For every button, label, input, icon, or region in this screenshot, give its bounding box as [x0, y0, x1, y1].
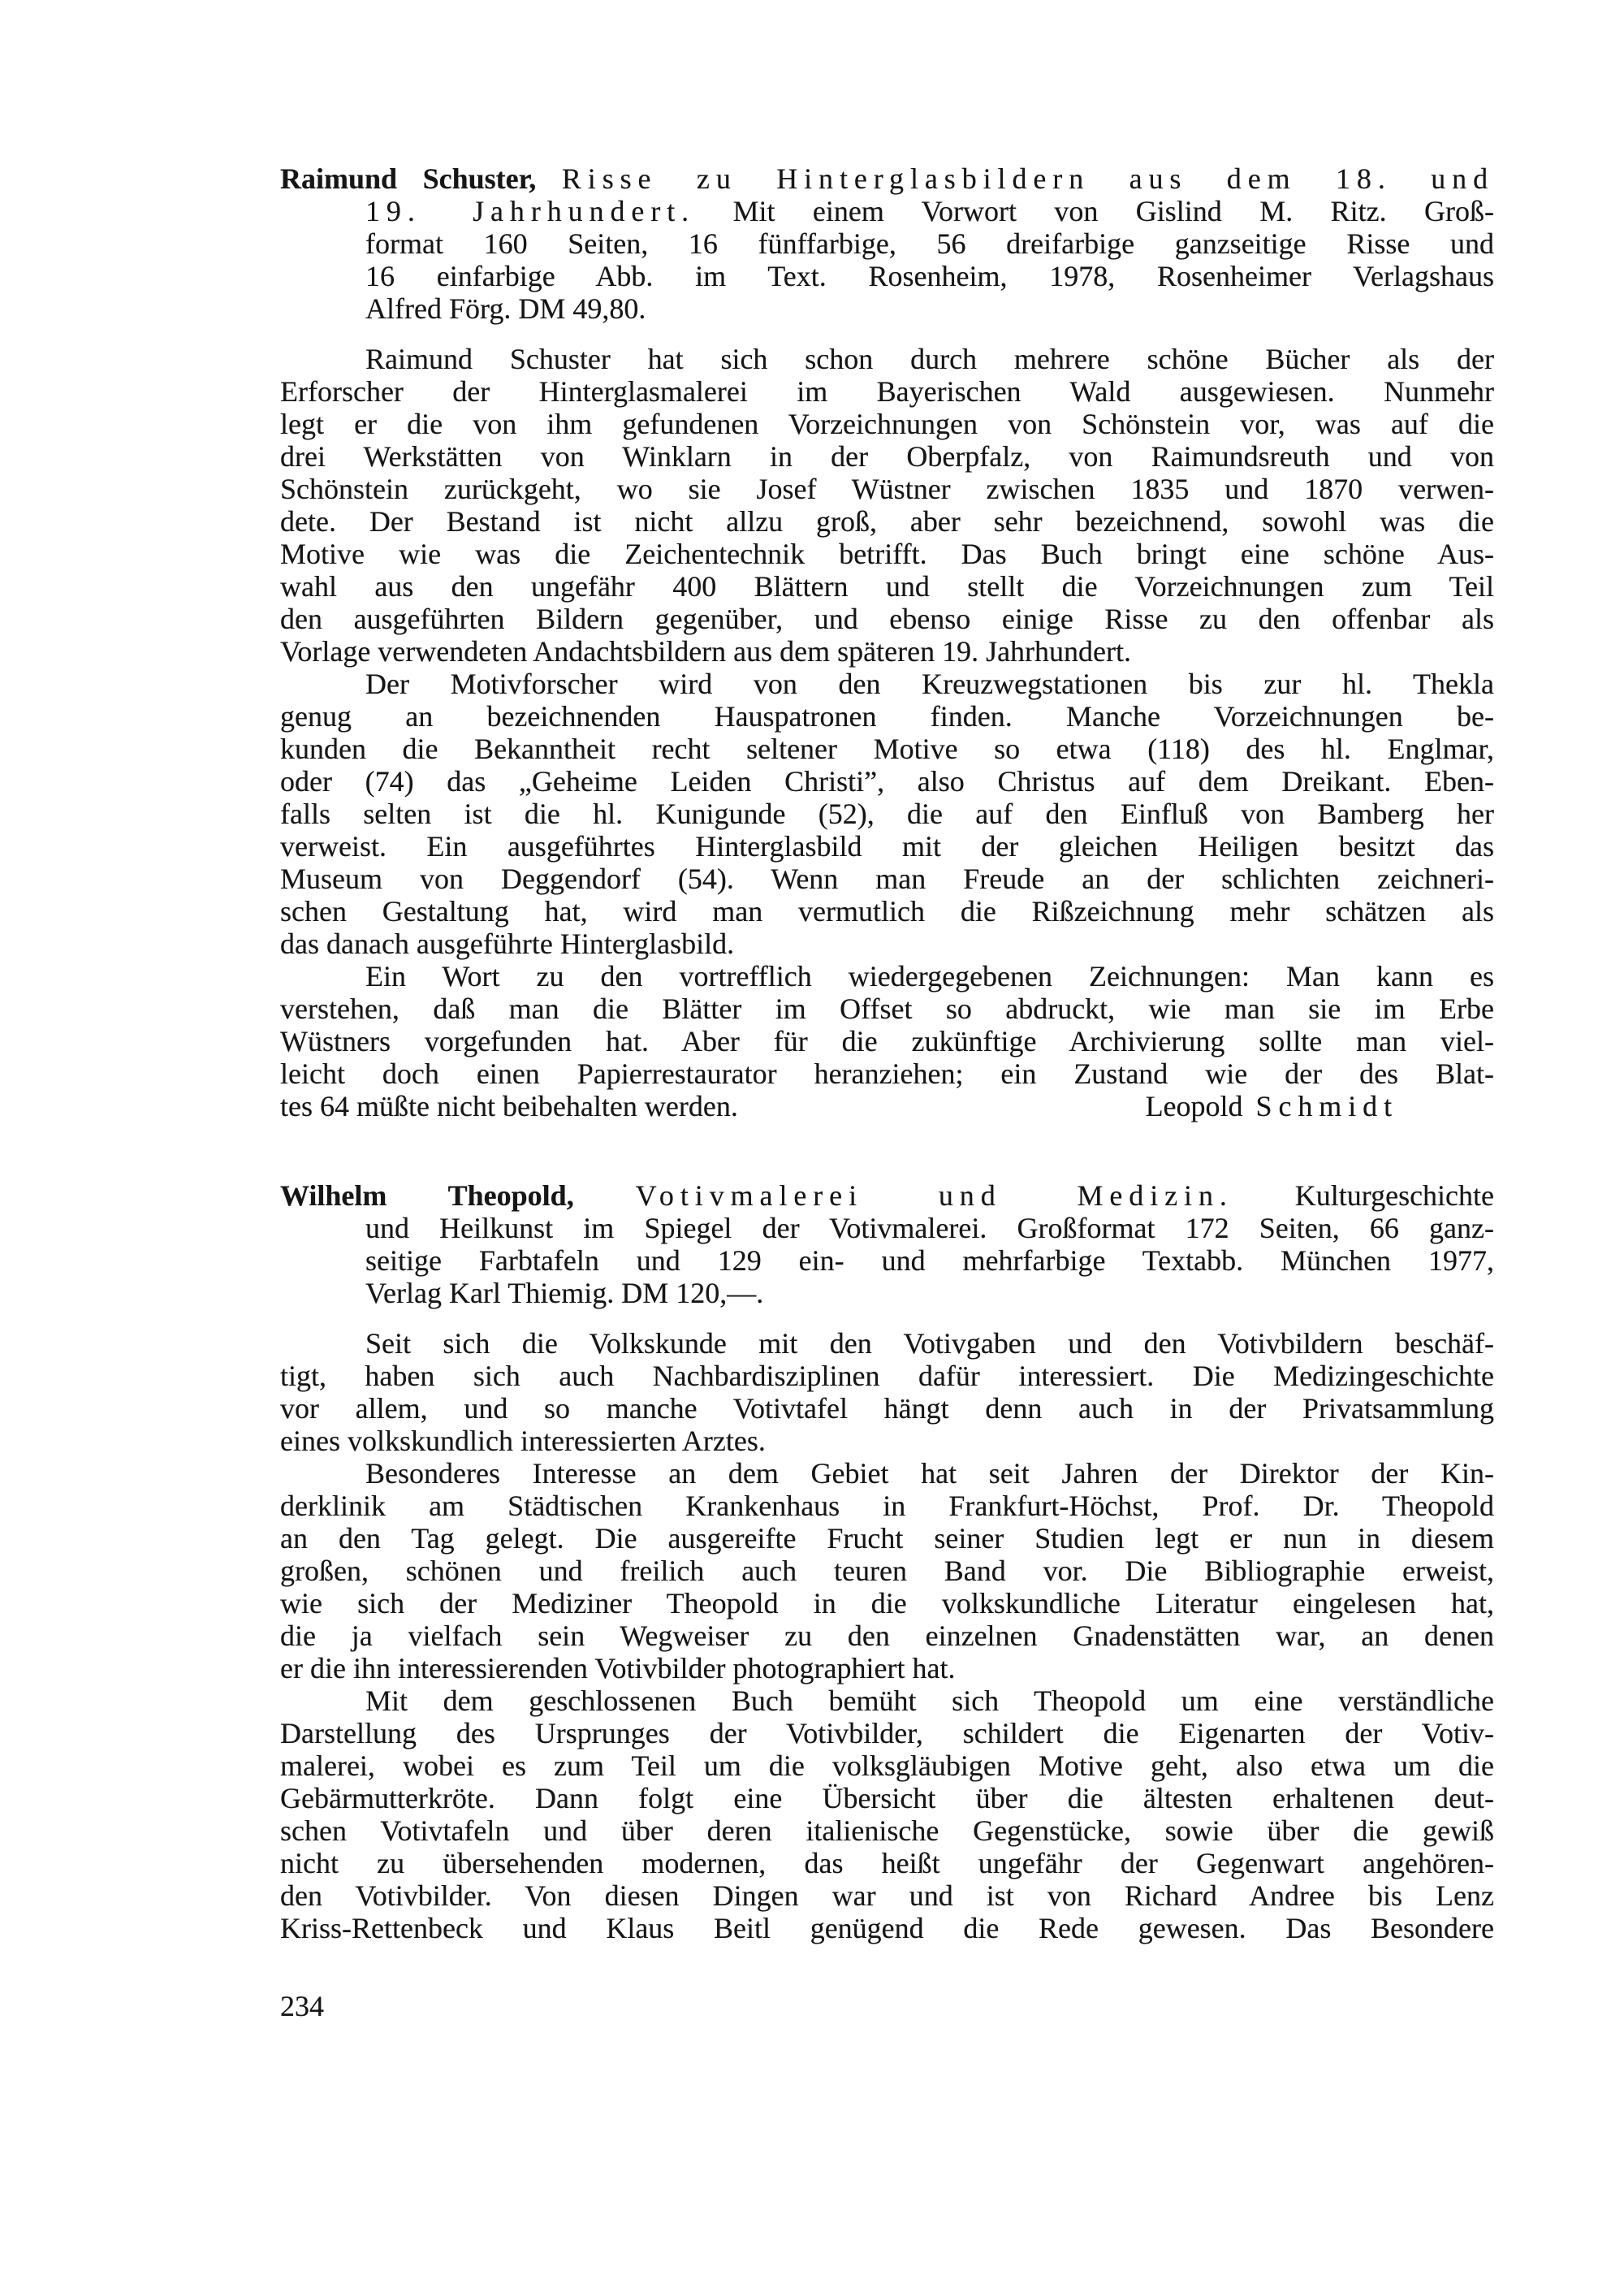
text-line	[280, 928, 1494, 960]
text-run: eines volkskundlich interessierten Arztes.	[280, 1425, 766, 1457]
text-run: Darstellung des Ursprunges der Votivbilder, schildert die Eigenarten der Votiv-	[280, 1717, 1494, 1749]
text-run: vor allem, und so manche Votivtafel hängt denn auch in der Privatsammlung	[280, 1392, 1494, 1425]
text-run: Verlag Karl Thiemig. DM 120,—.	[365, 1277, 764, 1309]
text-line	[280, 1620, 1494, 1652]
text-run: Raimund Schuster,	[280, 162, 537, 195]
text-run: genug an bezeichnenden Hauspatronen finden. Manche Vorzeichnungen be-	[280, 700, 1494, 733]
text-run: Seit sich die Volkskunde mit den Votivgaben und den Votivbildern beschäf-	[365, 1327, 1494, 1360]
text-line	[280, 1522, 1494, 1555]
text-line	[280, 1587, 1494, 1620]
review-theopold	[280, 1179, 1494, 1944]
text-line	[280, 1490, 1494, 1522]
text-run: Kriss-Rettenbeck und Klaus Beitl genügend die Rede gewesen. Das Besondere	[280, 1912, 1494, 1944]
text-line	[280, 227, 1494, 260]
book-heading	[280, 1179, 1494, 1309]
text-run: derklinik am Städtischen Krankenhaus in Frankfurt-Höchst, Prof. Dr. Theopold	[280, 1490, 1494, 1522]
text-line	[280, 1360, 1494, 1392]
text-run: das danach ausgeführte Hinterglasbild.	[280, 928, 735, 960]
text-line	[280, 1212, 1494, 1244]
text-line	[280, 1425, 1494, 1457]
paragraph	[280, 343, 1494, 668]
book-reviews	[280, 162, 1494, 1944]
review-schuster	[280, 162, 1494, 1122]
text-run: Gebärmutterkröte. Dann folgt eine Übersicht über die ältesten erhaltenen deut-	[280, 1782, 1494, 1814]
text-line	[280, 830, 1494, 863]
text-line	[280, 1244, 1494, 1277]
text-run: tigt, haben sich auch Nachbardisziplinen dafür interessiert. Die Medizingeschichte	[280, 1360, 1494, 1392]
text-run: Ein Wort zu den vortrefflich wiedergegebenen Zeichnungen: Man kann es	[365, 960, 1494, 992]
text-line	[280, 1879, 1494, 1912]
text-line	[280, 765, 1494, 798]
text-run: Schönstein zurückgeht, wo sie Josef Wüstner zwischen 1835 und 1870 verwen-	[280, 473, 1494, 505]
text-block	[280, 162, 1494, 2022]
text-run: format 160 Seiten, 16 fünffarbige, 56 dreifarbige ganzseitige Risse und	[365, 227, 1494, 260]
paragraph	[280, 1457, 1494, 1684]
text-line	[280, 1652, 1494, 1684]
text-line	[280, 1392, 1494, 1425]
text-run: verweist. Ein ausgeführtes Hinterglasbild mit der gleichen Heiligen besitzt das	[280, 830, 1494, 863]
text-line	[280, 1327, 1494, 1360]
text-run: schen Gestaltung hat, wird man vermutlich die Rißzeichnung mehr schätzen als	[280, 895, 1494, 928]
text-line	[280, 292, 1494, 325]
text-line	[280, 700, 1494, 733]
text-run: leicht doch einen Papierrestaurator heranziehen; ein Zustand wie der des Blat-	[280, 1057, 1494, 1090]
text-run: Vorlage verwendeten Andachtsbildern aus dem späteren 19. Jahrhundert.	[280, 635, 1132, 668]
text-run: verstehen, daß man die Blätter im Offset so abdruckt, wie man sie im Erbe	[280, 992, 1494, 1025]
text-line	[280, 1025, 1494, 1057]
text-run: Der Motivforscher wird von den Kreuzwegstationen bis zur hl. Thekla	[365, 668, 1494, 700]
text-line	[280, 960, 1494, 992]
paragraph	[280, 668, 1494, 960]
text-line	[280, 195, 1494, 227]
text-line	[280, 1717, 1494, 1749]
text-run: kunden die Bekanntheit recht seltener Motive so etwa (118) des hl. Englmar,	[280, 733, 1494, 765]
text-run: Alfred Förg. DM 49,80.	[365, 292, 646, 325]
text-line	[280, 992, 1494, 1025]
text-run: legt er die von ihm gefundenen Vorzeichnungen von Schönstein vor, was auf die	[280, 408, 1494, 440]
page-number: 234	[280, 1990, 324, 2022]
text-line	[280, 603, 1494, 635]
text-run: dete. Der Bestand ist nicht allzu groß, aber sehr bezeichnend, sowohl was die	[280, 505, 1494, 538]
text-line	[280, 375, 1494, 408]
text-line	[280, 538, 1494, 570]
text-line	[280, 343, 1494, 375]
text-line	[280, 473, 1494, 505]
text-line	[280, 1912, 1494, 1944]
text-line	[280, 1277, 1494, 1309]
text-run: drei Werkstätten von Winklarn in der Oberpfalz, von Raimundsreuth und von	[280, 440, 1494, 473]
text-run: Risse zu Hinterglasbildern aus dem 18. und	[561, 162, 1494, 195]
text-line	[280, 1057, 1494, 1090]
text-line	[280, 1179, 1494, 1212]
text-line	[280, 570, 1494, 603]
text-run: den Votivbilder. Von diesen Dingen war und ist von Richard Andree bis Lenz	[280, 1879, 1494, 1912]
text-run: nicht zu übersehenden modernen, das heißt ungefähr der Gegenwart angehören-	[280, 1847, 1494, 1879]
text-line	[280, 1457, 1494, 1490]
paragraph	[280, 960, 1494, 1122]
text-run: Museum von Deggendorf (54). Wenn man Freude an der schlichten zeichneri-	[280, 863, 1494, 895]
text-run: er die ihn interessierenden Votivbilder photographiert hat.	[280, 1652, 956, 1684]
spacer	[738, 1090, 1146, 1122]
text-run: den ausgeführten Bildern gegenüber, und ebenso einige Risse zu den offenbar als	[280, 603, 1494, 635]
text-line	[280, 733, 1494, 765]
text-run: Kulturgeschichte	[1233, 1179, 1494, 1212]
text-run: Besonderes Interesse an dem Gebiet hat seit Jahren der Direktor der Kin-	[365, 1457, 1494, 1490]
text-line	[280, 440, 1494, 473]
text-line	[280, 668, 1494, 700]
text-line	[280, 1090, 1494, 1122]
text-line	[280, 162, 1494, 195]
text-run	[536, 162, 562, 195]
text-run: Erforscher der Hinterglasmalerei im Bayerischen Wald ausgewiesen. Nunmehr	[280, 375, 1494, 408]
text-line	[280, 1814, 1494, 1847]
text-line	[280, 1684, 1494, 1717]
text-run: wahl aus den ungefähr 400 Blättern und stellt die Vorzeichnungen zum Teil	[280, 570, 1494, 603]
text-line	[280, 408, 1494, 440]
text-run: wie sich der Mediziner Theopold in die volkskundliche Literatur eingelesen hat,	[280, 1587, 1494, 1620]
text-line	[280, 260, 1494, 292]
text-run: Motive wie was die Zeichentechnik betrifft. Das Buch bringt eine schöne Aus-	[280, 538, 1494, 570]
text-run: an den Tag gelegt. Die ausgereifte Frucht seiner Studien legt er nun in diesem	[280, 1522, 1494, 1555]
text-line	[280, 895, 1494, 928]
text-line	[280, 635, 1494, 668]
paragraph	[280, 1327, 1494, 1457]
text-run: 16 einfarbige Abb. im Text. Rosenheim, 1978, Rosenheimer Verlagshaus	[365, 260, 1494, 292]
text-run: Mit einem Vorwort von Gislind M. Ritz. Groß-	[695, 195, 1494, 227]
text-run: Votivmalerei und Medizin.	[635, 1179, 1233, 1212]
text-run: großen, schönen und freilich auch teuren Band vor. Die Bibliographie erweist,	[280, 1555, 1494, 1587]
text-line	[280, 1555, 1494, 1587]
text-line	[280, 1847, 1494, 1879]
text-run: Wilhelm Theopold,	[280, 1179, 574, 1212]
text-run: Raimund Schuster hat sich schon durch mehrere schöne Bücher als der	[365, 343, 1494, 375]
text-run: 19. Jahrhundert.	[365, 195, 696, 227]
text-run: oder (74) das „Geheime Leiden Christi”, also Christus auf dem Dreikant. Eben-	[280, 765, 1494, 798]
text-run: seitige Farbtafeln und 129 ein- und mehrfarbige Textabb. München 1977,	[365, 1244, 1494, 1277]
text-run: und Heilkunst im Spiegel der Votivmalerei. Großformat 172 Seiten, 66 ganz-	[365, 1212, 1494, 1244]
text-run: Wüstners vorgefunden hat. Aber für die zukünftige Archivierung sollte man viel-	[280, 1025, 1494, 1057]
text-run: Leopold	[1145, 1090, 1243, 1122]
text-run: die ja vielfach sein Wegweiser zu den einzelnen Gnadenstätten war, an denen	[280, 1620, 1494, 1652]
book-heading	[280, 162, 1494, 325]
text-run: malerei, wobei es zum Teil um die volksgläubigen Motive geht, also etwa um die	[280, 1749, 1494, 1782]
text-run: Mit dem geschlossenen Buch bemüht sich Theopold um eine verständliche	[365, 1684, 1494, 1717]
paragraph	[280, 1684, 1494, 1944]
text-line	[280, 1749, 1494, 1782]
text-run	[574, 1179, 636, 1212]
text-run: tes 64 müßte nicht beibehalten werden.	[280, 1090, 738, 1122]
text-line	[280, 1782, 1494, 1814]
text-line	[280, 798, 1494, 830]
text-line	[280, 505, 1494, 538]
text-run: schen Votivtafeln und über deren italienische Gegenstücke, sowie über die gewiß	[280, 1814, 1494, 1847]
text-line	[280, 863, 1494, 895]
text-run: Schmidt	[1255, 1090, 1398, 1122]
text-run: falls selten ist die hl. Kunigunde (52), die auf den Einfluß von Bamberg her	[280, 798, 1494, 830]
